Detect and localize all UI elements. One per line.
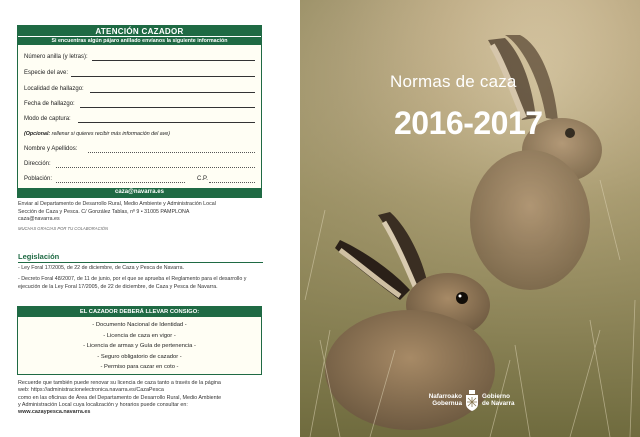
- form-email: caza@navarra.es: [18, 188, 261, 197]
- renewal-web-link[interactable]: web: https://administracionelectronica.navarra.es/CazaPesca: [18, 387, 164, 394]
- field-name[interactable]: [24, 145, 255, 154]
- field-species[interactable]: [24, 69, 255, 78]
- optional-note-text: rellenar si quieres recibir más información del ave): [50, 131, 171, 137]
- renewal-line: y Administración Local cuya localización y horarios puede consultar en:: [18, 401, 188, 408]
- send-email[interactable]: caza@navarra.es: [18, 216, 60, 222]
- field-date[interactable]: [24, 100, 255, 109]
- form-header: [18, 26, 261, 45]
- logo-left-line-1: Nafarroako: [428, 393, 462, 400]
- renewal-info: [18, 380, 268, 416]
- field-line: [56, 182, 185, 183]
- thanks-note: MUCHAS GRACIAS POR TU COLABORACIÓN: [18, 226, 109, 231]
- cover-panel: [300, 0, 640, 437]
- cp-label: C.P.: [197, 176, 208, 182]
- list-item: - Documento Nacional de Identidad -: [92, 322, 187, 328]
- ring-report-form: [17, 25, 262, 198]
- optional-note-prefix: (Opcional:: [24, 131, 51, 137]
- field-label: Fecha de hallazgo:: [24, 101, 75, 107]
- required-documents-box: [17, 306, 262, 375]
- government-logo: [418, 388, 528, 416]
- form-title: ATENCIÓN CAZADOR: [18, 26, 261, 37]
- legislation-title: Legislación: [18, 252, 60, 261]
- field-line: [80, 107, 255, 108]
- field-label: Dirección:: [24, 161, 51, 167]
- cover-years: 2016-2017: [394, 105, 543, 141]
- field-capture-mode[interactable]: [24, 115, 255, 124]
- field-line: [56, 167, 255, 168]
- renewal-line: Recuerde que también puede renovar su licencia de caza tanto a través de la página: [18, 380, 221, 386]
- field-label: Localidad de hallazgo:: [24, 86, 84, 92]
- list-item: - Seguro obligatorio de cazador -: [97, 353, 182, 360]
- logo-right-text: [482, 393, 515, 407]
- field-label: Nombre y Apellidos:: [24, 146, 78, 152]
- list-item: - Permiso para cazar en coto -: [100, 364, 179, 370]
- logo-left-line-2: Gobernua: [432, 400, 462, 407]
- logo-right-line-1: Gobierno: [482, 393, 510, 400]
- renewal-site-link[interactable]: www.cazaypesca.navarra.es: [18, 409, 91, 416]
- field-line: [71, 76, 255, 77]
- legislation-item: - Decreto Foral 48/2007, de 11 de junio, por el que se aprueba el Reglamento para el desarrollo y ejecución de la Ley Foral 17/2005, de 22 de diciembre, de Caza y Pesca de Navarra.: [18, 276, 247, 290]
- legislation-item: - Ley Foral 17/2005, de 22 de diciembre, de Caza y Pesca de Navarra.: [18, 265, 185, 271]
- field-line: [88, 152, 255, 153]
- required-documents-list: [18, 317, 261, 373]
- field-label: Modo de captura:: [24, 116, 71, 122]
- renewal-line: como en las oficinas de Área del Departamento de Desarrollo Rural, Medio Ambiente: [18, 394, 222, 401]
- list-item: - Licencia de armas y Guía de pertenencia -: [83, 343, 196, 349]
- hare-photo: [300, 0, 640, 437]
- field-ring-number[interactable]: [24, 53, 255, 62]
- field-line: [92, 60, 255, 61]
- field-town[interactable]: [24, 175, 255, 184]
- field-line: [78, 122, 255, 123]
- required-documents-title: EL CAZADOR DEBERÁ LLEVAR CONSIGO:: [18, 307, 261, 317]
- field-label: Especie del ave:: [24, 70, 69, 76]
- cp-line: [209, 182, 255, 183]
- logo-right-line-2: de Navarra: [482, 400, 515, 407]
- legislation-divider: [18, 262, 263, 263]
- left-panel: [0, 0, 300, 437]
- list-item: - Licencia de caza en vigor -: [103, 332, 176, 339]
- send-line-1: Enviar al Departamento de Desarrollo Rural, Medio Ambiente y Administración Local: [18, 201, 216, 207]
- field-label: Número anilla (y letras):: [24, 54, 88, 60]
- logo-left-text: [418, 393, 462, 407]
- optional-note: [24, 130, 255, 139]
- field-line: [90, 92, 255, 93]
- send-line-2: Sección de Caza y Pesca. C/ González Tablas, nº 9 • 31005 PAMPLONA: [18, 208, 190, 215]
- form-subtitle: Si encuentras algún pájaro anillado envíanos la siguiente información: [51, 38, 228, 44]
- field-label: Población:: [24, 176, 53, 182]
- field-locality[interactable]: [24, 85, 255, 94]
- field-address[interactable]: [24, 160, 255, 169]
- cover-title: Normas de caza: [390, 72, 517, 91]
- coat-of-arms-icon: [465, 390, 479, 412]
